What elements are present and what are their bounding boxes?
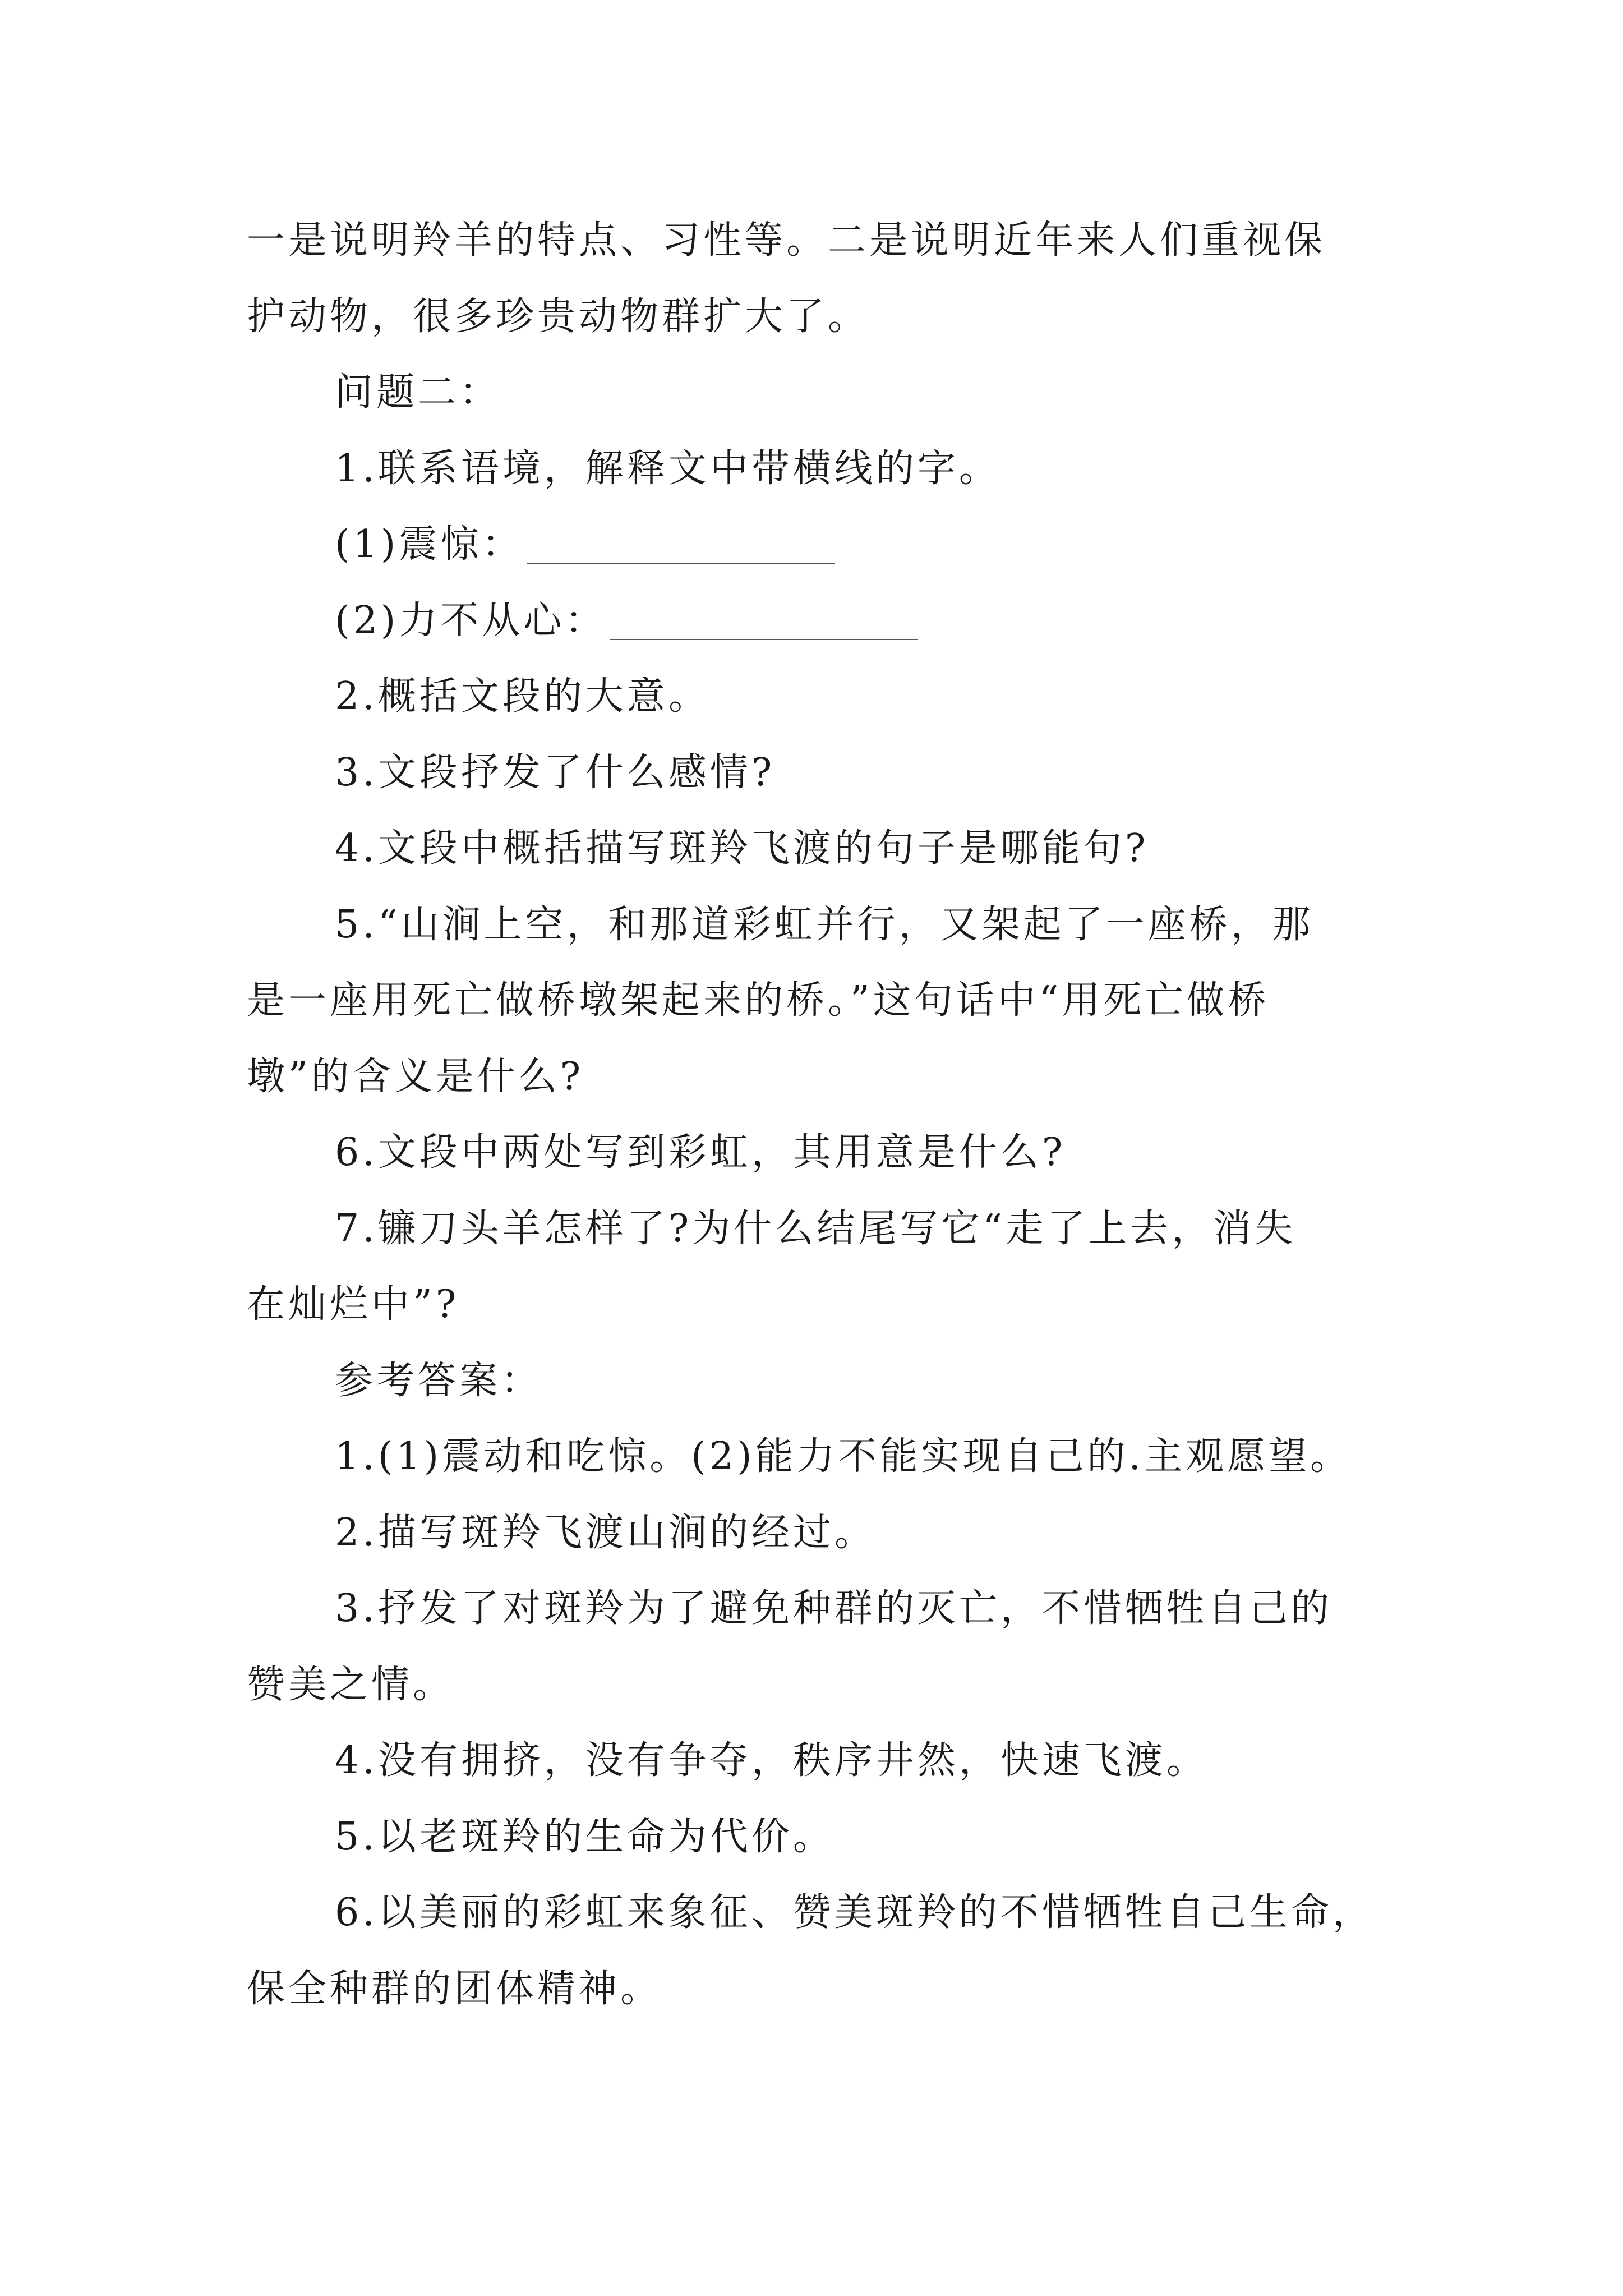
question-7: 7.镰刀头羊怎样了?为什么结尾写它“走了上去，消失 (335, 1207, 1297, 1251)
question-2: 2.概括文段的大意。 (335, 674, 710, 719)
question-5: 5.“山涧上空，和那道彩虹并行，又架起了一座桥，那 (335, 903, 1314, 947)
answers-heading: 参考答案： (335, 1359, 543, 1403)
answer-3: 3.抒发了对斑羚为了避免种群的灭亡，不惜牺牲自己的 (335, 1586, 1332, 1631)
question-4: 4.文段中概括描写斑羚飞渡的句子是哪能句? (335, 826, 1149, 871)
text-line: 护动物，很多珍贵动物群扩大了。 (247, 295, 870, 339)
answer-6: 6.以美丽的彩虹来象征、赞美斑羚的不惜牺牲自己生命， (335, 1890, 1374, 1935)
question-1-part-1-label: (1)震惊： (335, 522, 524, 567)
question-6: 6.文段中两处写到彩虹，其用意是什么? (335, 1130, 1066, 1175)
answer-4: 4.没有拥挤，没有争夺，秩序井然，快速飞渡。 (335, 1738, 1208, 1783)
answer-2: 2.描写斑羚飞渡山涧的经过。 (335, 1511, 876, 1555)
answer-blank-line (527, 563, 835, 564)
section-heading: 问题二： (335, 370, 501, 415)
text-line: 一是说明羚羊的特点、习性等。二是说明近年来人们重视保 (247, 218, 1326, 263)
question-1-part-1 (335, 522, 835, 567)
question-7-cont: 在灿烂中”? (247, 1282, 460, 1327)
question-1: 1.联系语境，解释文中带横线的字。 (335, 447, 1000, 491)
answer-1: 1.(1)震动和吃惊。(2)能力不能实现自己的.主观愿望。 (335, 1434, 1352, 1479)
question-5-cont: 是一座用死亡做桥墩架起来的桥。”这句话中“用死亡做桥 (247, 978, 1270, 1023)
answer-3-cont: 赞美之情。 (247, 1663, 455, 1707)
question-3: 3.文段抒发了什么感情? (335, 751, 776, 795)
question-1-part-2-label: (2)力不从心： (335, 599, 607, 643)
answer-5: 5.以老斑羚的生命为代价。 (335, 1815, 834, 1859)
question-5-cont: 墩”的含义是什么? (247, 1055, 584, 1099)
question-1-part-2 (335, 599, 918, 643)
answer-blank-line (610, 639, 918, 640)
answer-6-cont: 保全种群的团体精神。 (247, 1967, 662, 2011)
